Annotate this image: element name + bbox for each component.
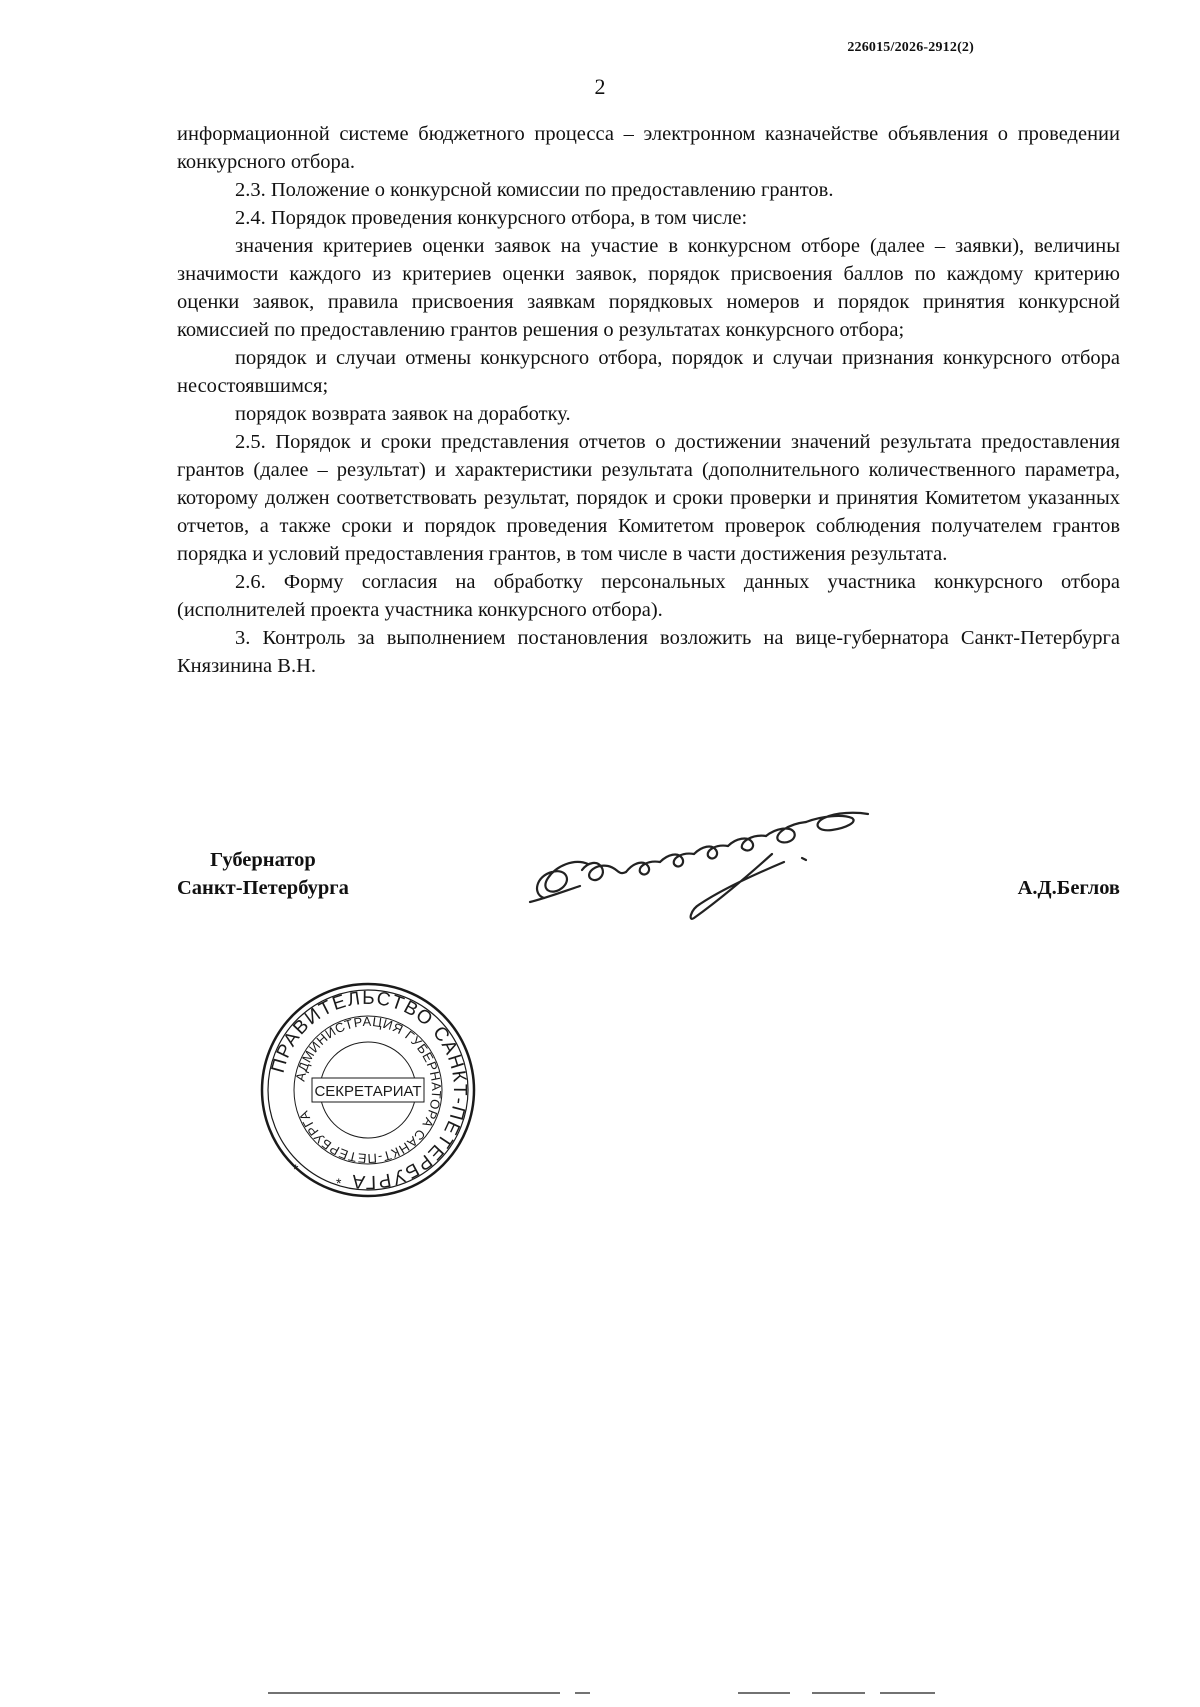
- page-number: 2: [594, 74, 606, 99]
- document-body: [177, 120, 1120, 680]
- position-line-2: Санкт-Петербурга: [177, 877, 349, 899]
- paragraph-3: 3. Контроль за выполнением постановления возложить на вице-губернатора Санкт-Петербурга Князинина В.Н.: [177, 627, 1120, 677]
- paragraph-2-3: 2.3. Положение о конкурсной комиссии по предоставлению грантов.: [235, 179, 834, 201]
- svg-text:АДМИНИСТРАЦИЯ ГУБЕРНАТОРА САНК: АДМИНИСТРАЦИЯ ГУБЕРНАТОРА САНКТ-ПЕТЕРБУРГА: [292, 1013, 445, 1167]
- paragraph-2-4-criteria: значения критериев оценки заявок на участие в конкурсном отборе (далее – заявки), величины значимости каждого из критериев оценки заявок, порядок присвоения баллов по каждому критерию оценки заявок, правила присвоения заявкам порядковых номеров и порядок принятия конкурсной комиссией по предоставлению грантов решения о результатах конкурсного отбора;: [177, 235, 1120, 341]
- paragraph-2-6: 2.6. Форму согласия на обработку персональных данных участника конкурсного отбора (исполнителей проекта участника конкурсного отбора).: [177, 571, 1120, 621]
- position-line-1: Губернатор: [210, 849, 316, 871]
- paragraph-2-4-return: порядок возврата заявок на доработку.: [235, 403, 571, 425]
- svg-text:*: *: [293, 1161, 299, 1177]
- svg-text:*: *: [336, 1175, 342, 1191]
- footer-scan-lines: [0, 1690, 1200, 1696]
- paragraph-2-4-cancellation: порядок и случаи отмены конкурсного отбора, порядок и случаи признания конкурсного отбора несостоявшимся;: [177, 347, 1120, 397]
- signatory-name: А.Д.Беглов: [1017, 877, 1120, 899]
- document-registration-number: 226015/2026-2912(2): [847, 40, 974, 55]
- paragraph-2-4: 2.4. Порядок проведения конкурсного отбора, в том числе:: [235, 207, 748, 229]
- svg-text:СЕКРЕТАРИАТ: СЕКРЕТАРИАТ: [314, 1083, 422, 1100]
- svg-text:ПРАВИТЕЛЬСТВО САНКТ-ПЕТЕРБУРГА: ПРАВИТЕЛЬСТВО САНКТ-ПЕТЕРБУРГА: [267, 987, 471, 1193]
- official-seal: [258, 980, 478, 1200]
- paragraph-continuation: информационной системе бюджетного процесса – электронном казначействе объявления о проведении конкурсного отбора.: [177, 123, 1120, 173]
- handwritten-signature: [522, 806, 922, 926]
- signatory-position: [177, 846, 349, 902]
- signature-block: [177, 846, 1120, 946]
- paragraph-2-5: 2.5. Порядок и сроки представления отчетов о достижении значений результата предоставления грантов (далее – результат) и характеристики результата (дополнительного количественного параметра, которому должен соответствовать результат, порядок и сроки проверки и принятия Комитетом указанных отчетов, а также сроки и порядок проведения Комитетом проверок соблюдения получателем грантов порядка и условий предоставления грантов, в том числе в части достижения результата.: [177, 431, 1120, 565]
